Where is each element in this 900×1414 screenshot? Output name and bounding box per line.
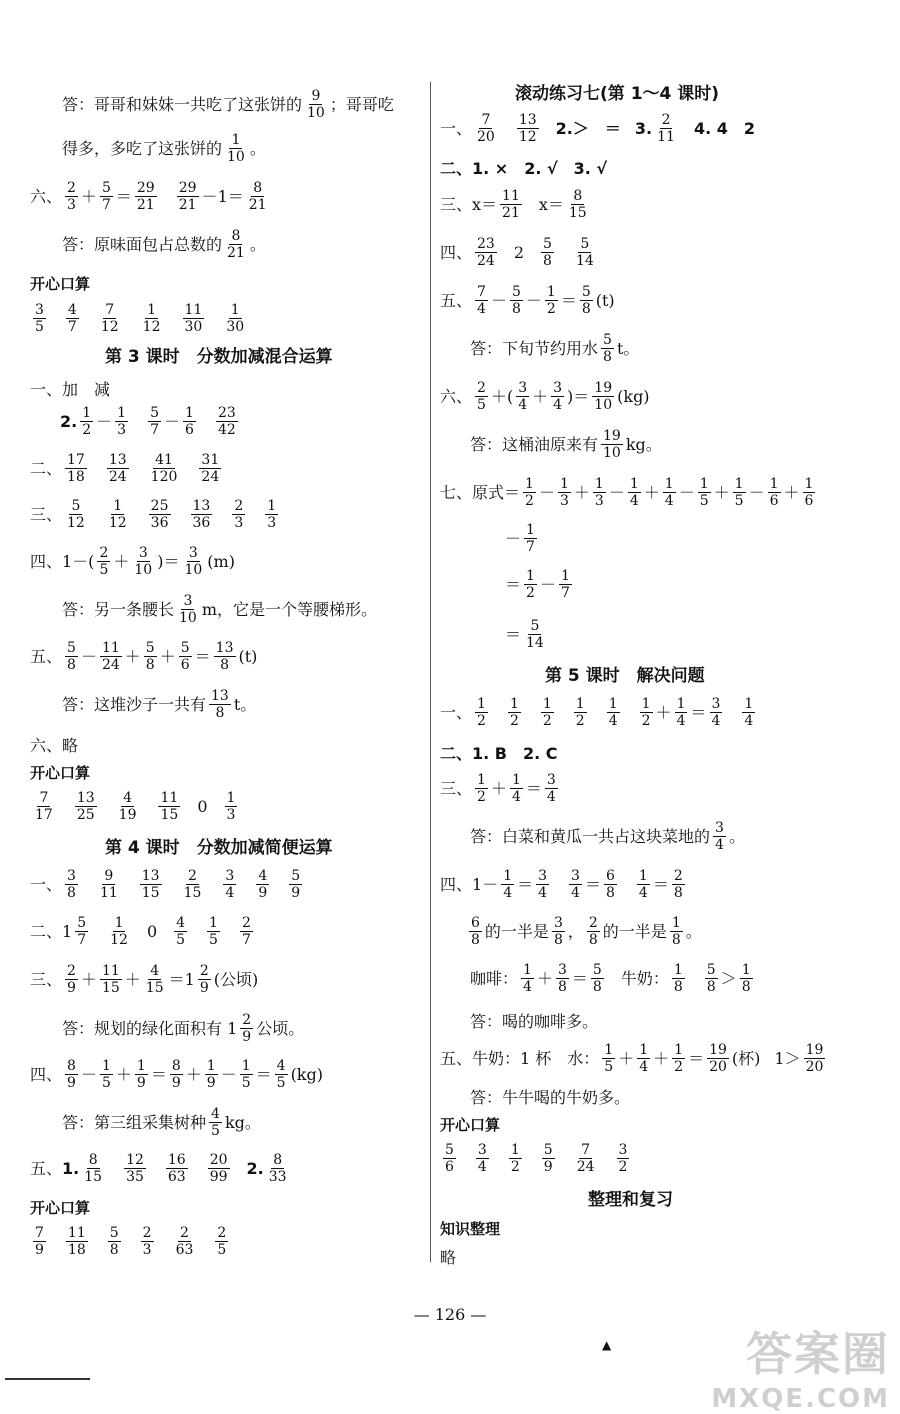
l5-q3-answer: 答：白菜和黄瓜一共占这块菜地的 $\frac{3}{4}$ 。 <box>470 820 745 854</box>
kaixin-heading-1: 开心口算 <box>30 275 91 293</box>
l3-q5: 五、 $\frac{5}{8}$ － $\frac{11}{24}$ ＋ $\frac{5}{8}$ ＋ $\frac{5}{6}$ ＝ $\frac{13}{8}$ (t) <box>30 640 258 674</box>
l5-q1: 一、 $\frac{1}{2}$ $\frac{1}{2}$ $\frac{1}{2}$ $\frac{1}{2}$ $\frac{1}{4}$ $\frac{1}{2}$ ＋ $\frac{1}{4}$ ＝ $\frac{3}{4}$ $\frac{1}{4}$ <box>440 696 754 730</box>
lesson3-title: 第 3 课时 分数加减混合运算 <box>105 347 333 367</box>
r7-q7-line2: － $\frac{1}{7}$ <box>505 522 535 556</box>
answer-line-2: 得多，多吃了这张饼的 $\frac{1}{10}$ 。 <box>62 132 266 166</box>
l3-q4: 四、1－( $\frac{2}{5}$ ＋ $\frac{3}{10}$ )＝ $\frac{3}{10}$ (m) <box>30 545 235 579</box>
l5-q2: 二、1. B 2. C <box>440 744 558 763</box>
r7-q2: 二、1. × 2. √ 3. √ <box>440 159 608 178</box>
r7-q6-answer: 答：这桶油原来有 $\frac{19}{10}$ kg。 <box>470 428 662 462</box>
l3-q6: 六、略 <box>30 736 79 755</box>
knowledge-body: 略 <box>440 1248 457 1267</box>
q6-equation: 六、 $\frac{2}{3}$ ＋ $\frac{5}{7}$ ＝ $\frac{29}{21}$ $\frac{29}{21}$ － 1 ＝ $\frac{8}{21}$ <box>30 180 267 214</box>
l5-q4-answer: 答：喝的咖啡多。 <box>470 1012 599 1031</box>
q6-answer: 答：原味面包占总数的 $\frac{8}{21}$ 。 <box>62 228 266 262</box>
l4-q5: 五、 1. $\frac{8}{15}$ $\frac{12}{35}$ $\frac{16}{63}$ $\frac{20}{99}$ 2. $\frac{8}{33}$ <box>30 1152 287 1186</box>
r7-q7-line4: ＝ $\frac{5}{14}$ <box>505 618 544 652</box>
answer-line-1: 答：哥哥和妹妹一共吃了这张饼的 $\frac{9}{10}$ ；哥哥吃 <box>62 88 394 122</box>
footer-rule <box>5 1378 90 1380</box>
l3-q1: 一、加 减 <box>30 380 111 399</box>
l4-q4: 四、 $\frac{8}{9}$ － $\frac{1}{5}$ ＋ $\frac{1}{9}$ ＝ $\frac{8}{9}$ ＋ $\frac{1}{9}$ － $\frac{1}{5}$ ＝ $\frac{4}{5}$ (kg) <box>30 1058 323 1092</box>
column-divider <box>430 82 431 1262</box>
r7-q1: 一、 $\frac{7}{20}$ $\frac{13}{12}$ 2.＞ ＝ 3. $\frac{2}{11}$ 4. 4 2 <box>440 112 755 146</box>
watermark: 答案圈 MXQE.COM <box>711 1327 890 1414</box>
r7-q6: 六、 $\frac{2}{5}$ ＋( $\frac{3}{4}$ ＋ $\frac{3}{4}$ )＝ $\frac{19}{10}$ (kg) <box>440 380 650 414</box>
kaixin-heading-4: 开心口算 <box>440 1116 501 1134</box>
kaixin-row-1: $\frac{3}{5}$ $\frac{4}{7}$ $\frac{7}{12}$ $\frac{1}{12}$ $\frac{11}{30}$ $\frac{1}{30}$ <box>35 302 245 336</box>
l5-q5: 五、牛奶：1 杯 水： $\frac{1}{5}$ ＋ $\frac{1}{4}$ ＋ $\frac{1}{2}$ ＝ $\frac{19}{20}$ (杯) 1＞ $\frac{19}{20}$ <box>440 1042 824 1076</box>
kaixin-heading-3: 开心口算 <box>30 1199 91 1217</box>
l4-q3-answer: 答：规划的绿化面积有 1 $\frac{2}{9}$ 公顷。 <box>62 1012 305 1046</box>
kaixin-row-3: $\frac{7}{9}$ $\frac{11}{18}$ $\frac{5}{8}$ $\frac{2}{3}$ $\frac{2}{63}$ $\frac{2}{5}$ <box>35 1225 227 1259</box>
l5-q4: 四、1－ $\frac{1}{4}$ ＝ $\frac{3}{4}$ $\frac{3}{4}$ ＝ $\frac{6}{8}$ $\frac{1}{4}$ ＝ $\frac{2}{8}$ <box>440 868 683 902</box>
triangle-icon: ▲ <box>602 1338 612 1352</box>
l5-q4-line3: 咖啡： $\frac{1}{4}$ ＋ $\frac{3}{8}$ ＝ $\frac{5}{8}$ 牛奶： $\frac{1}{8}$ $\frac{5}{8}$ ＞ $\frac{1}{8}$ <box>470 962 751 996</box>
l3-q4-answer: 答：另一条腰长 $\frac{3}{10}$ m，它是一个等腰梯形。 <box>62 593 378 627</box>
lesson5-title: 第 5 课时 解决问题 <box>545 666 705 686</box>
r7-q7-line3: ＝ $\frac{1}{2}$ － $\frac{1}{7}$ <box>505 568 570 602</box>
page-number: — 126 — <box>413 1305 487 1324</box>
l4-q2: 二、1 $\frac{5}{7}$ $\frac{1}{12}$ 0 $\frac{4}{5}$ $\frac{1}{5}$ $\frac{2}{7}$ <box>30 915 251 949</box>
l4-q1: 一、 $\frac{3}{8}$ $\frac{9}{11}$ $\frac{13}{15}$ $\frac{2}{15}$ $\frac{3}{4}$ $\frac{4}{9}$ $\frac{5}{9}$ <box>30 868 301 902</box>
kaixin-row-4: $\frac{5}{6}$ $\frac{3}{4}$ $\frac{1}{2}$ $\frac{5}{9}$ $\frac{7}{24}$ $\frac{3}{2}$ <box>445 1142 628 1176</box>
kaixin-row-2: $\frac{7}{17}$ $\frac{13}{25}$ $\frac{4}{19}$ $\frac{11}{15}$ 0 $\frac{1}{3}$ <box>35 790 236 824</box>
l5-q3: 三、 $\frac{1}{2}$ ＋ $\frac{1}{4}$ ＝ $\frac{3}{4}$ <box>440 772 556 806</box>
l3-q3: 三、 $\frac{5}{12}$ $\frac{1}{12}$ $\frac{25}{36}$ $\frac{13}{36}$ $\frac{2}{3}$ $\frac{1}{3}$ <box>30 498 277 532</box>
lesson4-title: 第 4 课时 分数加减简便运算 <box>105 838 333 858</box>
knowledge-heading: 知识整理 <box>440 1220 501 1238</box>
l3-q5-answer: 答：这堆沙子一共有 $\frac{13}{8}$ t。 <box>62 688 257 722</box>
r7-q3: 三、x＝ $\frac{11}{21}$ x＝ $\frac{8}{15}$ <box>440 188 587 222</box>
l5-q5-answer: 答：牛牛喝的牛奶多。 <box>470 1088 631 1107</box>
l4-q3: 三、 $\frac{2}{9}$ ＋ $\frac{11}{15}$ ＋ $\frac{4}{15}$ ＝1 $\frac{2}{9}$ (公顷) <box>30 963 259 997</box>
l3-q2: 二、 $\frac{17}{18}$ $\frac{13}{24}$ $\frac{41}{120}$ $\frac{31}{24}$ <box>30 452 220 486</box>
r7-q5: 五、 $\frac{7}{4}$ － $\frac{5}{8}$ － $\frac{1}{2}$ ＝ $\frac{5}{8}$ (t) <box>440 284 615 318</box>
kaixin-heading-2: 开心口算 <box>30 764 91 782</box>
l3-q1-2: 2. $\frac{1}{2}$ － $\frac{1}{3}$ $\frac{5}{7}$ － $\frac{1}{6}$ $\frac{23}{42}$ <box>60 405 236 439</box>
r7-q7: 七、原式＝ $\frac{1}{2}$ － $\frac{1}{3}$ ＋ $\frac{1}{3}$ － $\frac{1}{4}$ ＋ $\frac{1}{4}$ － $\frac{1}{5}$ ＋ $\frac{1}{5}$ － $\frac{1}{6}$ ＋ $\frac{1}{6}$ <box>440 476 814 510</box>
l5-q4-line2: $\frac{6}{8}$ 的一半是 $\frac{3}{8}$ ， $\frac{2}{8}$ 的一半是 $\frac{1}{8}$ 。 <box>471 915 702 949</box>
l4-q4-answer: 答：第三组采集树种 $\frac{4}{5}$ kg。 <box>62 1106 261 1140</box>
r7-q5-answer: 答：下旬节约用水 $\frac{5}{8}$ t。 <box>470 332 640 366</box>
r7-q4: 四、 $\frac{23}{24}$ 2 $\frac{5}{8}$ $\frac{5}{14}$ <box>440 236 594 270</box>
review7-title: 滚动练习七(第 1～4 课时) <box>515 84 720 104</box>
review-title: 整理和复习 <box>588 1190 673 1210</box>
